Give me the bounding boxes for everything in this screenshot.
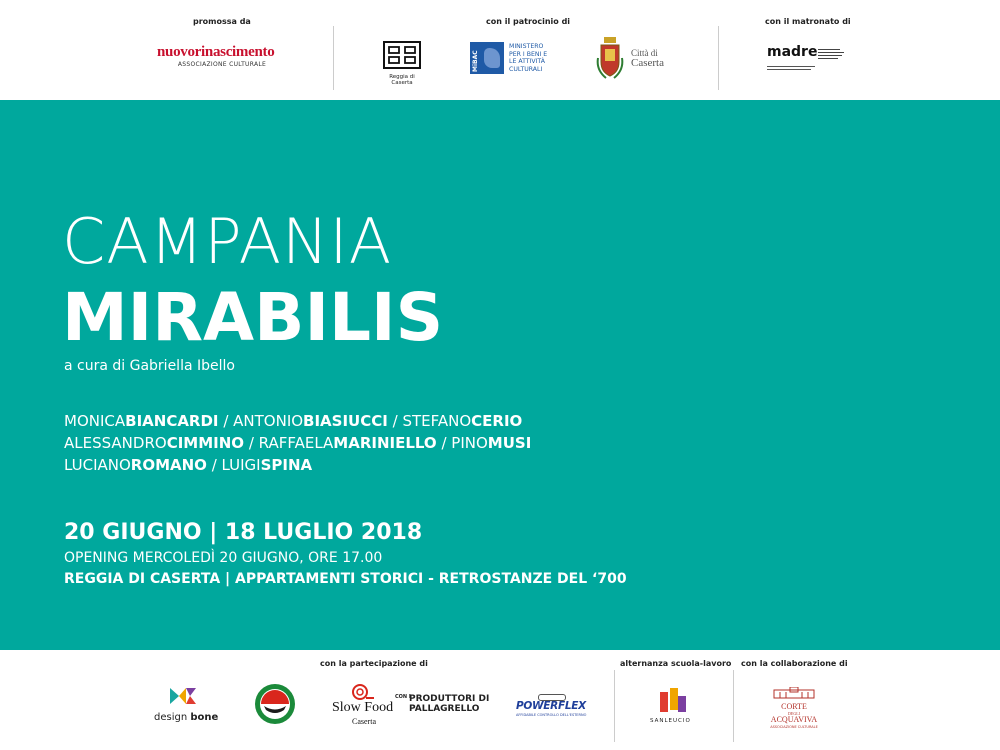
pallagrello-prefix: CON I	[395, 694, 411, 700]
coat-of-arms-icon	[596, 36, 624, 80]
snail-icon	[352, 684, 374, 700]
madre-fineprint	[818, 47, 844, 61]
powerflex-logo	[514, 694, 588, 720]
reggia-building-icon	[382, 40, 422, 70]
designbone-logo	[152, 686, 218, 726]
reggia-logo	[379, 40, 425, 86]
artist-line: LUCIANOROMANO / LUIGISPINA	[64, 456, 313, 474]
slowfood-name: Slow Food	[332, 700, 394, 715]
divider	[733, 670, 734, 742]
corte-building-icon	[772, 687, 816, 699]
divider	[333, 26, 334, 90]
madre-subtext	[767, 64, 817, 72]
sanleucio-text: SANLEUCIO	[650, 718, 691, 724]
matronato-label: con il matronato di	[765, 17, 851, 26]
designbone-mark-icon	[170, 686, 200, 706]
madre-name: madre	[767, 44, 818, 60]
reggia-caption: Reggia di Caserta	[389, 74, 415, 86]
powerflex-name: POWERFLEX	[516, 700, 586, 712]
round-emblem-icon	[254, 683, 296, 725]
nuovorinascimento-sub: ASSOCIAZIONE CULTURALE	[177, 61, 267, 68]
pallagrello-text: PRODUTTORI DI PALLAGRELLO	[409, 694, 490, 714]
exhibition-band	[0, 100, 1000, 650]
patrocinio-label: con il patrocinio di	[486, 17, 571, 26]
corte-sub: ASSOCIAZIONE CULTURALE	[770, 725, 818, 729]
mibac-emblem-icon	[470, 42, 504, 74]
mibac-text: MINISTERO PER I BENI E LE ATTIVITÀ CULTURALI	[509, 43, 548, 73]
artist-list	[64, 410, 531, 476]
citta-text: Città di Caserta	[631, 48, 664, 69]
sponsor-footer	[0, 650, 1000, 750]
artist-line: MONICABIANCARDI / ANTONIOBIASIUCCI / STEFANOCERIO	[64, 412, 523, 430]
divider	[614, 670, 615, 742]
slowfood-city: Caserta	[352, 717, 376, 726]
collaborazione-label: con la collaborazione di	[741, 659, 848, 668]
promossa-label: promossa da	[193, 17, 251, 26]
nuovorinascimento-logo	[157, 44, 287, 68]
title-mirabilis: MIRABILIS	[62, 279, 444, 356]
sanleucio-mark-icon	[656, 686, 690, 716]
venue-info: REGGIA DI CASERTA | APPARTAMENTI STORICI - RETROSTANZE DEL ‘700	[64, 571, 627, 587]
alternanza-label: alternanza scuola-lavoro	[620, 659, 732, 668]
sponsor-header	[0, 0, 1000, 100]
artist-line: ALESSANDROCIMMINO / RAFFAELAMARINIELLO / PINOMUSI	[64, 434, 532, 452]
pallagrello-logo	[395, 694, 490, 722]
title-campania: CAMPANIA	[62, 205, 393, 278]
designbone-text: design bone	[154, 712, 219, 723]
divider	[718, 26, 719, 90]
mibac-badge: MiBAC	[472, 50, 479, 72]
corte-small: DEGLI	[788, 711, 800, 716]
citta-caserta-logo	[596, 36, 676, 82]
campania-round-logo	[254, 683, 296, 725]
exhibition-dates: 20 GIUGNO | 18 LUGLIO 2018	[64, 520, 423, 545]
corte-acquaviva-logo	[764, 684, 824, 728]
powerflex-tagline: AFFIDABILE CONTROLLO DELL'ESTERNO	[516, 713, 587, 717]
partecipazione-label: con la partecipazione di	[320, 659, 428, 668]
curator-credit: a cura di Gabriella Ibello	[64, 358, 235, 374]
corte-line2: ACQUAVIVA	[770, 715, 818, 724]
corte-line1: CORTE	[781, 702, 807, 711]
madre-logo	[767, 44, 847, 76]
opening-info: OPENING MERCOLEDÌ 20 GIUGNO, ORE 17.00	[64, 550, 383, 566]
mibac-logo	[470, 42, 560, 76]
nuovorinascimento-name: nuovorinascimento	[157, 44, 275, 60]
sanleucio-logo	[648, 686, 704, 728]
